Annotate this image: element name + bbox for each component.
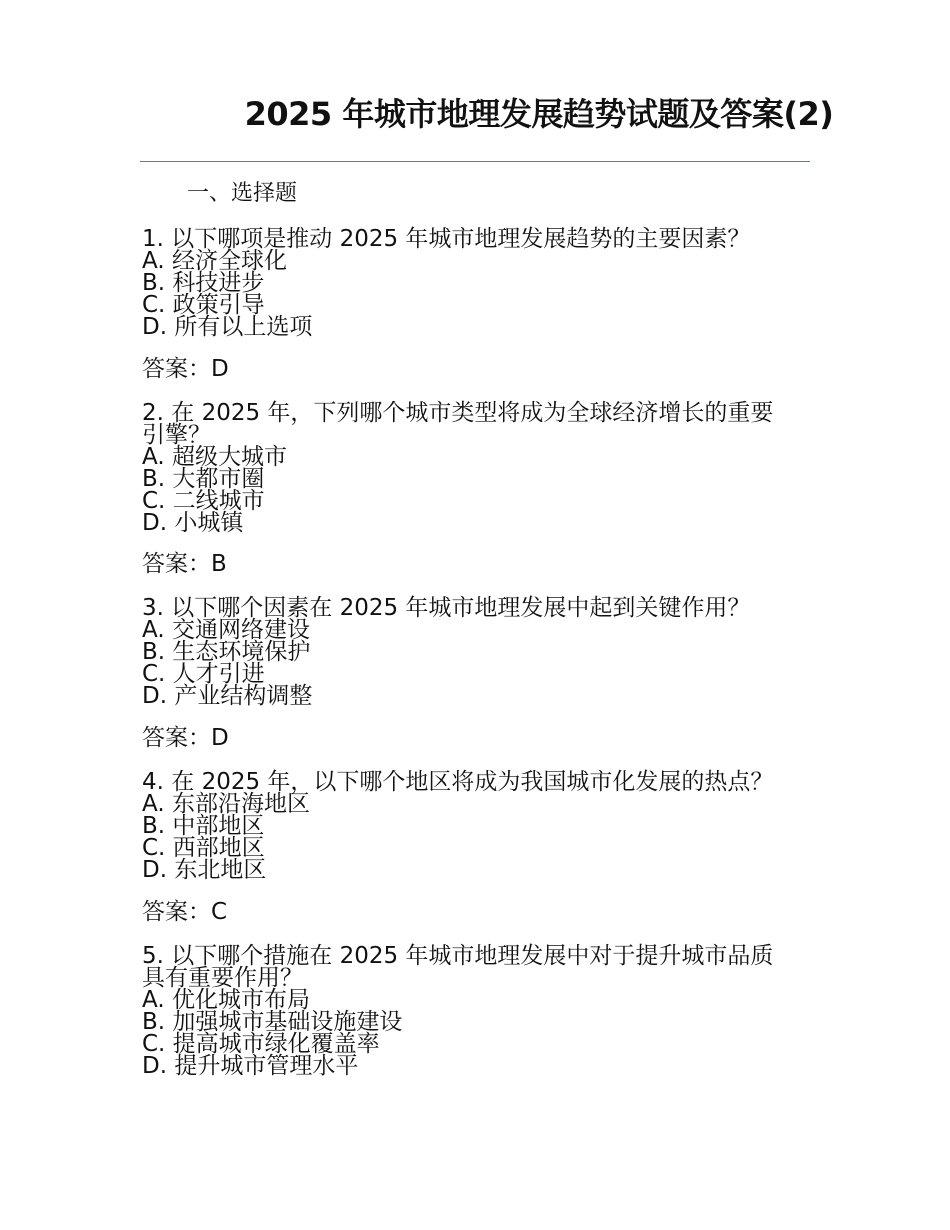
answer-4: 答案：C bbox=[142, 899, 228, 925]
option-d: D. 提升城市管理水平 bbox=[142, 1053, 359, 1079]
question-text: 2. 在 2025 年，下列哪个城市类型将成为全球经济增长的重要 bbox=[142, 400, 774, 426]
option-a: A. 交通网络建设 bbox=[142, 617, 310, 643]
option-b: B. 科技进步 bbox=[142, 270, 265, 296]
option-c: C. 政策引导 bbox=[142, 292, 265, 318]
option-c: C. 西部地区 bbox=[142, 835, 265, 861]
option-c: C. 提高城市绿化覆盖率 bbox=[142, 1031, 380, 1057]
option-a: A. 超级大城市 bbox=[142, 444, 287, 470]
section-heading: 一、选择题 bbox=[187, 181, 298, 206]
option-b: B. 加强城市基础设施建设 bbox=[142, 1009, 403, 1035]
option-c: C. 人才引进 bbox=[142, 661, 265, 687]
option-d: D. 小城镇 bbox=[142, 510, 244, 536]
question-text: 5. 以下哪个措施在 2025 年城市地理发展中对于提升城市品质 bbox=[142, 943, 774, 969]
title-underline bbox=[140, 161, 810, 162]
document-title: 2025 年城市地理发展趋势试题及答案(2) bbox=[244, 95, 834, 133]
question-text-continued: 具有重要作用？ bbox=[142, 965, 303, 991]
answer-2: 答案：B bbox=[142, 551, 227, 577]
question-5 bbox=[142, 945, 822, 1077]
question-text-continued: 引擎？ bbox=[142, 422, 211, 448]
option-a: A. 优化城市布局 bbox=[142, 987, 310, 1013]
question-4 bbox=[142, 771, 822, 881]
option-d: D. 东北地区 bbox=[142, 857, 267, 883]
question-text: 3. 以下哪个因素在 2025 年城市地理发展中起到关键作用？ bbox=[142, 595, 751, 621]
question-1 bbox=[142, 228, 822, 338]
option-d: D. 产业结构调整 bbox=[142, 683, 313, 709]
question-3 bbox=[142, 597, 822, 707]
question-text: 1. 以下哪项是推动 2025 年城市地理发展趋势的主要因素？ bbox=[142, 226, 751, 252]
option-b: B. 大都市圈 bbox=[142, 466, 265, 492]
question-2 bbox=[142, 402, 822, 534]
question-text: 4. 在 2025 年，以下哪个地区将成为我国城市化发展的热点？ bbox=[142, 769, 774, 795]
answer-3: 答案：D bbox=[142, 725, 229, 751]
option-a: A. 东部沿海地区 bbox=[142, 791, 310, 817]
option-c: C. 二线城市 bbox=[142, 488, 265, 514]
answer-1: 答案：D bbox=[142, 356, 229, 382]
option-b: B. 生态环境保护 bbox=[142, 639, 311, 665]
option-d: D. 所有以上选项 bbox=[142, 314, 313, 340]
option-b: B. 中部地区 bbox=[142, 813, 265, 839]
option-a: A. 经济全球化 bbox=[142, 248, 287, 274]
